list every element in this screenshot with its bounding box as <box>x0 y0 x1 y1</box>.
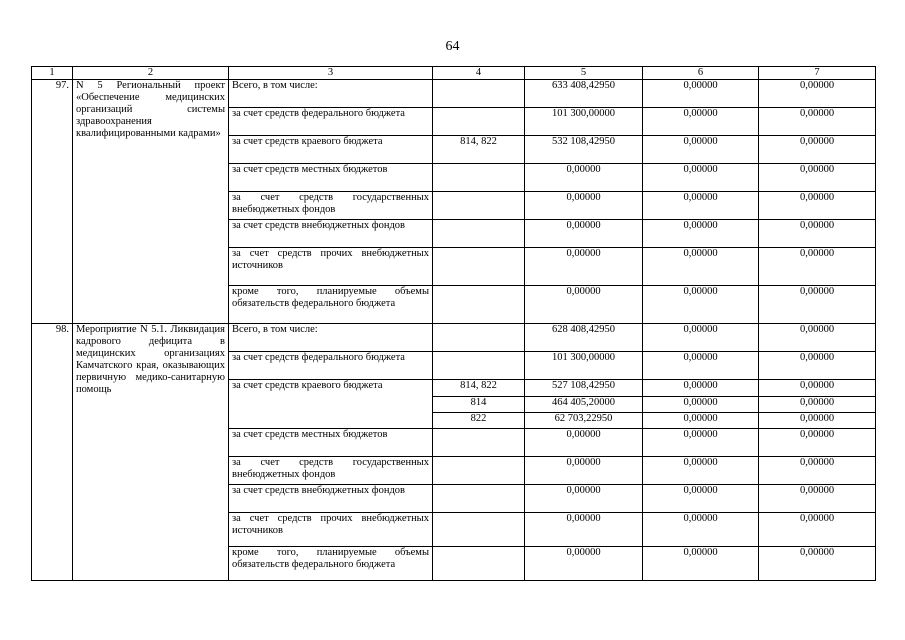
amount-col6: 0,00000 <box>643 324 759 352</box>
funding-source: за счет средств государственных внебюджетных фондов <box>229 457 433 485</box>
budget-code: 814, 822 <box>433 380 525 397</box>
column-header: 4 <box>433 67 525 80</box>
amount-col6: 0,00000 <box>643 413 759 429</box>
column-header: 7 <box>759 67 876 80</box>
funding-source: кроме того, планируемые объемы обязательств федерального бюджета <box>229 547 433 581</box>
amount-col7: 0,00000 <box>759 220 876 248</box>
amount-col6: 0,00000 <box>643 397 759 413</box>
amount-col6: 0,00000 <box>643 108 759 136</box>
budget-code <box>433 286 525 324</box>
column-header: 2 <box>73 67 229 80</box>
amount-col5: 0,00000 <box>525 248 643 286</box>
funding-source: за счет средств внебюджетных фондов <box>229 485 433 513</box>
budget-code <box>433 429 525 457</box>
funding-source: за счет средств краевого бюджета <box>229 380 433 429</box>
project-title: Мероприятие N 5.1. Ликвидация кадрового дефицита в медицинских организациях Камчатского края, оказывающих первичную медико-санитарную помощь <box>73 324 229 581</box>
column-header: 1 <box>32 67 73 80</box>
amount-col5: 628 408,42950 <box>525 324 643 352</box>
amount-col7: 0,00000 <box>759 136 876 164</box>
funding-source: за счет средств федерального бюджета <box>229 352 433 380</box>
amount-col6: 0,00000 <box>643 220 759 248</box>
funding-source: за счет средств краевого бюджета <box>229 136 433 164</box>
amount-col6: 0,00000 <box>643 457 759 485</box>
budget-code: 814 <box>433 397 525 413</box>
amount-col7: 0,00000 <box>759 80 876 108</box>
column-number-header <box>32 67 876 80</box>
amount-col7: 0,00000 <box>759 164 876 192</box>
amount-col6: 0,00000 <box>643 248 759 286</box>
amount-col6: 0,00000 <box>643 136 759 164</box>
budget-table <box>31 66 876 581</box>
funding-source: за счет средств местных бюджетов <box>229 164 433 192</box>
amount-col5: 0,00000 <box>525 429 643 457</box>
budget-code <box>433 547 525 581</box>
amount-col7: 0,00000 <box>759 429 876 457</box>
amount-col7: 0,00000 <box>759 547 876 581</box>
amount-col5: 0,00000 <box>525 286 643 324</box>
amount-col7: 0,00000 <box>759 513 876 547</box>
budget-code <box>433 457 525 485</box>
project-title: N 5 Региональный проект «Обеспечение медицинских организаций системы здравоохранения квалифицированными кадрами» <box>73 80 229 324</box>
amount-col6: 0,00000 <box>643 513 759 547</box>
budget-code <box>433 80 525 108</box>
amount-col7: 0,00000 <box>759 286 876 324</box>
budget-code <box>433 108 525 136</box>
column-header: 6 <box>643 67 759 80</box>
amount-col7: 0,00000 <box>759 248 876 286</box>
amount-col5: 62 703,22950 <box>525 413 643 429</box>
funding-source: Всего, в том числе: <box>229 80 433 108</box>
budget-code: 814, 822 <box>433 136 525 164</box>
budget-code <box>433 192 525 220</box>
amount-col5: 101 300,00000 <box>525 352 643 380</box>
amount-col6: 0,00000 <box>643 286 759 324</box>
table-row <box>32 324 876 352</box>
row-index: 97. <box>32 80 73 324</box>
amount-col6: 0,00000 <box>643 192 759 220</box>
amount-col7: 0,00000 <box>759 192 876 220</box>
column-header: 3 <box>229 67 433 80</box>
budget-code: 822 <box>433 413 525 429</box>
funding-source: за счет средств внебюджетных фондов <box>229 220 433 248</box>
budget-code <box>433 485 525 513</box>
amount-col5: 532 108,42950 <box>525 136 643 164</box>
amount-col5: 0,00000 <box>525 457 643 485</box>
amount-col5: 0,00000 <box>525 220 643 248</box>
amount-col7: 0,00000 <box>759 108 876 136</box>
amount-col6: 0,00000 <box>643 352 759 380</box>
amount-col7: 0,00000 <box>759 413 876 429</box>
amount-col6: 0,00000 <box>643 80 759 108</box>
amount-col7: 0,00000 <box>759 397 876 413</box>
amount-col5: 101 300,00000 <box>525 108 643 136</box>
column-header: 5 <box>525 67 643 80</box>
funding-source: Всего, в том числе: <box>229 324 433 352</box>
amount-col6: 0,00000 <box>643 485 759 513</box>
funding-source: за счет средств прочих внебюджетных источников <box>229 248 433 286</box>
amount-col7: 0,00000 <box>759 324 876 352</box>
funding-source: за счет средств прочих внебюджетных источников <box>229 513 433 547</box>
amount-col6: 0,00000 <box>643 547 759 581</box>
amount-col6: 0,00000 <box>643 164 759 192</box>
amount-col7: 0,00000 <box>759 485 876 513</box>
funding-source: за счет средств федерального бюджета <box>229 108 433 136</box>
amount-col5: 0,00000 <box>525 485 643 513</box>
budget-code <box>433 248 525 286</box>
amount-col5: 0,00000 <box>525 513 643 547</box>
amount-col5: 0,00000 <box>525 547 643 581</box>
amount-col5: 633 408,42950 <box>525 80 643 108</box>
amount-col6: 0,00000 <box>643 380 759 397</box>
funding-source: за счет средств местных бюджетов <box>229 429 433 457</box>
amount-col7: 0,00000 <box>759 352 876 380</box>
amount-col5: 0,00000 <box>525 192 643 220</box>
amount-col6: 0,00000 <box>643 429 759 457</box>
budget-code <box>433 324 525 352</box>
row-index: 98. <box>32 324 73 581</box>
budget-code <box>433 220 525 248</box>
budget-code <box>433 352 525 380</box>
amount-col5: 464 405,20000 <box>525 397 643 413</box>
amount-col7: 0,00000 <box>759 457 876 485</box>
amount-col5: 0,00000 <box>525 164 643 192</box>
amount-col7: 0,00000 <box>759 380 876 397</box>
amount-col5: 527 108,42950 <box>525 380 643 397</box>
funding-source: кроме того, планируемые объемы обязательств федерального бюджета <box>229 286 433 324</box>
budget-code <box>433 164 525 192</box>
table-row <box>32 80 876 108</box>
page-number: 64 <box>445 39 460 54</box>
funding-source: за счет средств государственных внебюджетных фондов <box>229 192 433 220</box>
budget-code <box>433 513 525 547</box>
